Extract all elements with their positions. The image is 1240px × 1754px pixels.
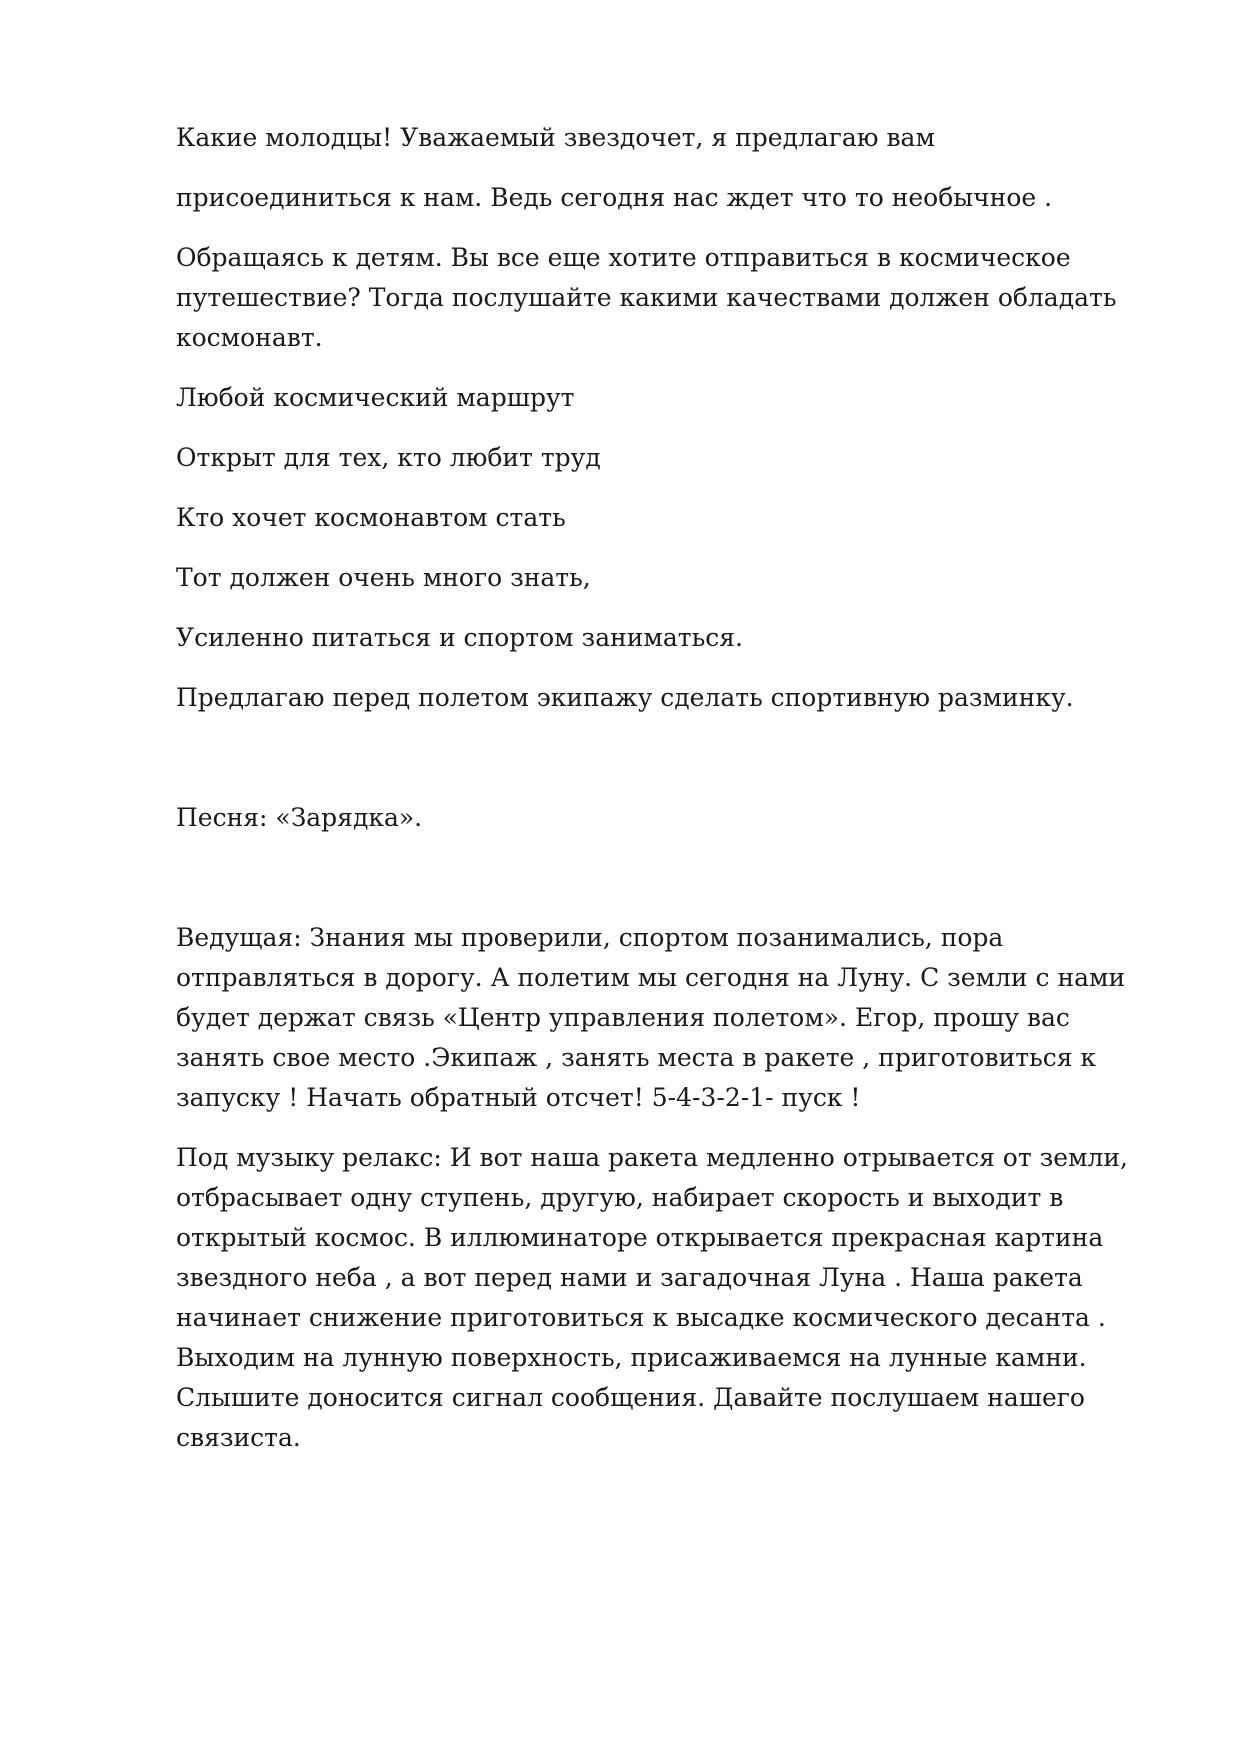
poem-line: Кто хочет космонавтом стать	[176, 503, 566, 532]
text-line: Ведущая: Знания мы проверили, спортом позанимались, пора	[176, 923, 1004, 952]
text-line: запуску ! Начать обратный отсчет! 5-4-3-2-1- пуск !	[176, 1083, 861, 1112]
poem-line: Усиленно питаться и спортом заниматься.	[176, 623, 743, 652]
text-line: Какие молодцы! Уважаемый звездочет, я предлагаю вам	[176, 123, 935, 152]
text-line: Предлагаю перед полетом экипажу сделать спортивную разминку.	[176, 683, 1074, 712]
text-line: занять свое место .Экипаж , занять места в ракете , приготовиться к	[176, 1043, 1097, 1072]
text-line: Выходим на лунную поверхность, присаживаемся на лунные камни.	[176, 1343, 1087, 1372]
poem-line: Тот должен очень много знать,	[176, 563, 591, 592]
text-line: звездного неба , а вот перед нами и загадочная Луна . Наша ракета	[176, 1263, 1083, 1292]
text-line: присоединиться к нам. Ведь сегодня нас ждет что то необычное .	[176, 183, 1053, 212]
text-line: открытый космос. В иллюминаторе открывается прекрасная картина	[176, 1223, 1104, 1252]
poem-line: Открыт для тех, кто любит труд	[176, 443, 601, 472]
text-line: путешествие? Тогда послушайте какими качествами должен обладать	[176, 283, 1117, 312]
text-line: Слышите доносится сигнал сообщения. Давайте послушаем нашего	[176, 1383, 1085, 1412]
text-line: отбрасывает одну ступень, другую, набирает скорость и выходит в	[176, 1183, 1064, 1212]
poem-line: Любой космический маршрут	[176, 383, 575, 412]
text-line: будет держат связь «Центр управления полетом». Егор, прошу вас	[176, 1003, 1070, 1032]
text-line: Под музыку релакс: И вот наша ракета медленно отрывается от земли,	[176, 1143, 1129, 1172]
song-title: Песня: «Зарядка».	[176, 803, 423, 832]
text-line: начинает снижение приготовиться к высадке космического десанта .	[176, 1303, 1106, 1332]
text-line: Обращаясь к детям. Вы все еще хотите отправиться в космическое	[176, 243, 1071, 272]
text-line: отправляться в дорогу. А полетим мы сегодня на Луну. С земли с нами	[176, 963, 1126, 992]
text-line: связиста.	[176, 1423, 301, 1452]
text-line: космонавт.	[176, 323, 323, 352]
